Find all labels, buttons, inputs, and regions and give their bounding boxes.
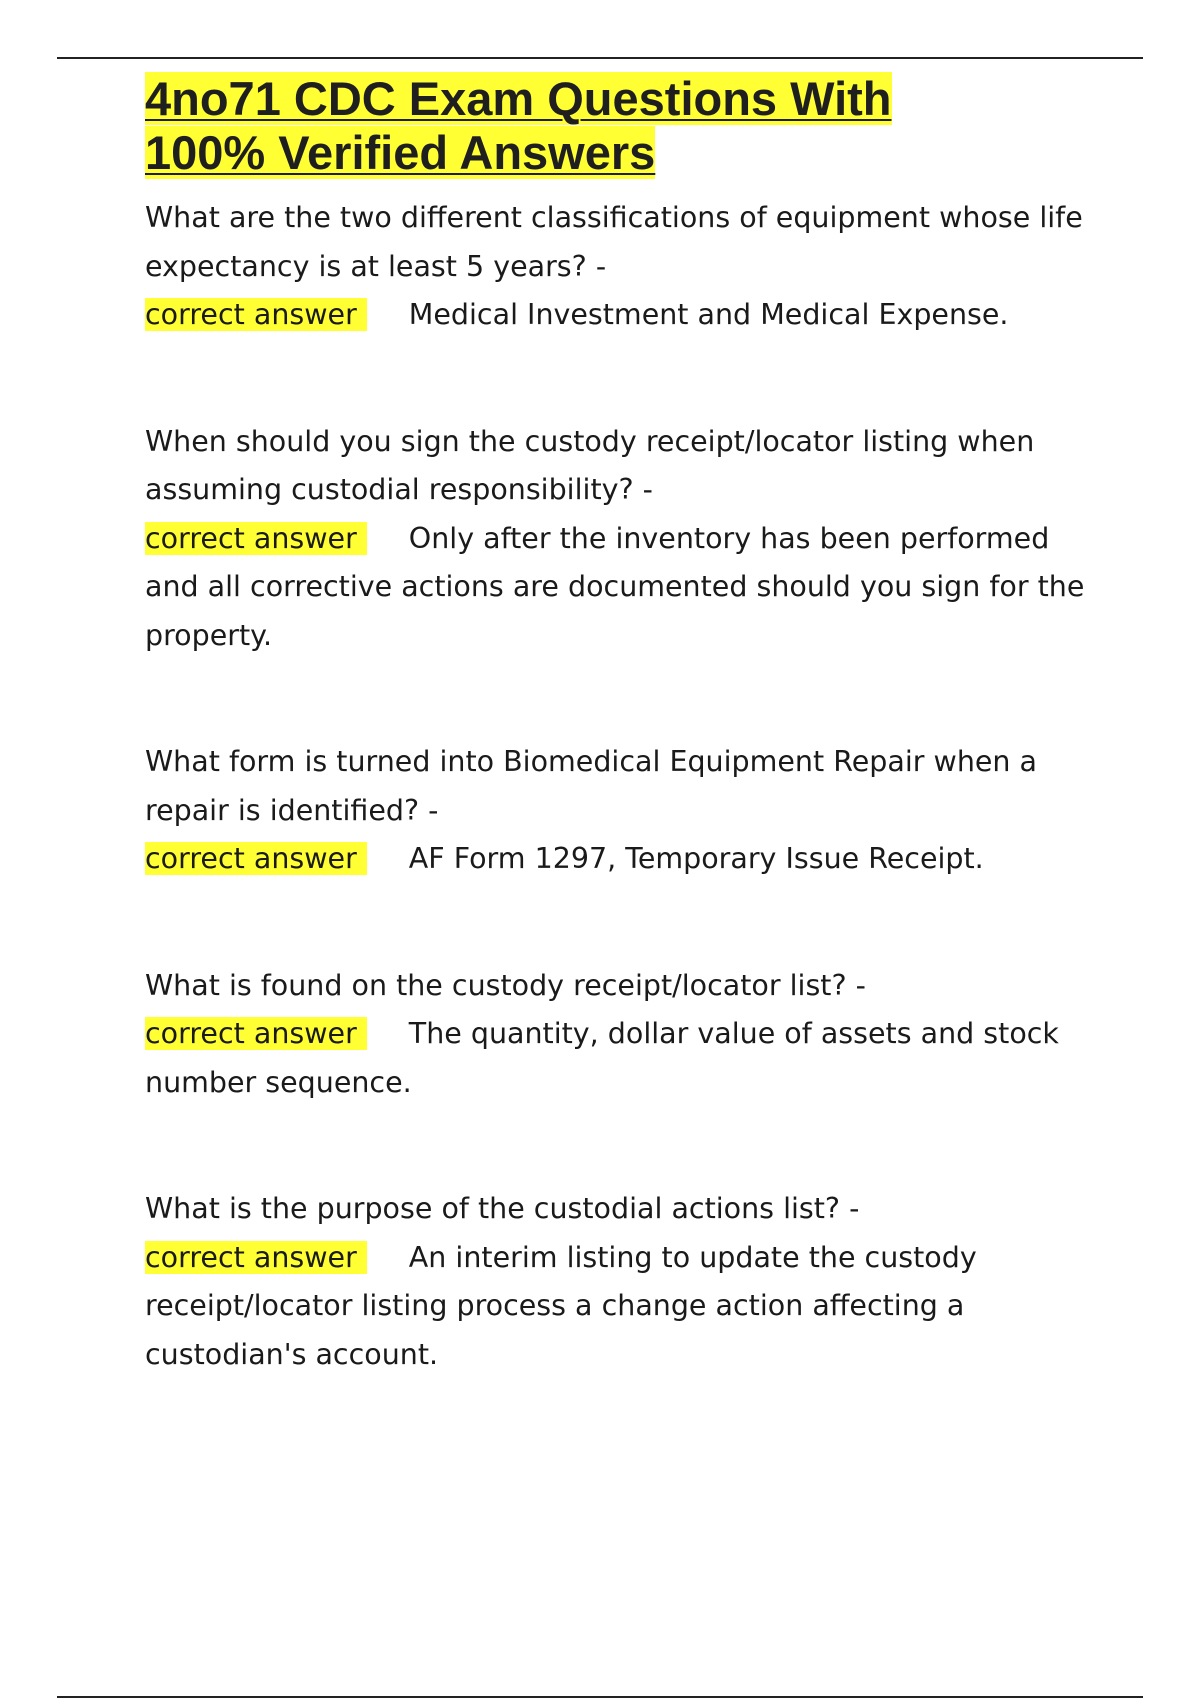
answer-text: Only after the inventory has been performed and all corrective actions are documented should you sign for the property. — [145, 521, 1085, 652]
title-line-2: 100% Verified Answers — [145, 126, 656, 179]
answer-label: correct answer — [145, 522, 367, 555]
answer-label: correct answer — [145, 1241, 367, 1274]
bottom-rule — [57, 1696, 1143, 1698]
answer-line — [145, 1234, 1095, 1380]
answer-label: correct answer — [145, 842, 367, 875]
qa-item-4 — [145, 962, 1095, 1108]
answer-text: The quantity, dollar value of assets and stock number sequence. — [145, 1017, 1059, 1099]
answer-text: An interim listing to update the custody receipt/locator listing process a change action affecting a custodian's account. — [145, 1240, 977, 1371]
answer-line — [145, 291, 1095, 340]
document-body — [145, 72, 1095, 1457]
qa-item-2 — [145, 418, 1095, 661]
question-text: What form is turned into Biomedical Equipment Repair when a repair is identified? - — [145, 745, 1038, 827]
answer-line — [145, 515, 1095, 661]
answer-label: correct answer — [145, 298, 367, 331]
question-text: When should you sign the custody receipt/locator listing when assuming custodial responsibility? - — [145, 424, 1035, 506]
document-title — [145, 72, 1095, 180]
answer-line — [145, 1010, 1095, 1107]
qa-item-5 — [145, 1185, 1095, 1379]
answer-label: correct answer — [145, 1017, 367, 1050]
top-rule — [57, 57, 1143, 59]
question-text: What is found on the custody receipt/locator list? - — [145, 968, 866, 1002]
question-text: What are the two different classifications of equipment whose life expectancy is at least 5 years? - — [145, 201, 1083, 283]
qa-item-3 — [145, 738, 1095, 884]
title-line-1: 4no71 CDC Exam Questions With — [145, 72, 892, 125]
qa-item-1 — [145, 194, 1095, 340]
question-text: What is the purpose of the custodial actions list? - — [145, 1192, 860, 1225]
answer-line — [145, 835, 1095, 884]
answer-text: AF Form 1297, Temporary Issue Receipt. — [408, 842, 984, 875]
answer-text: Medical Investment and Medical Expense. — [408, 298, 1009, 331]
